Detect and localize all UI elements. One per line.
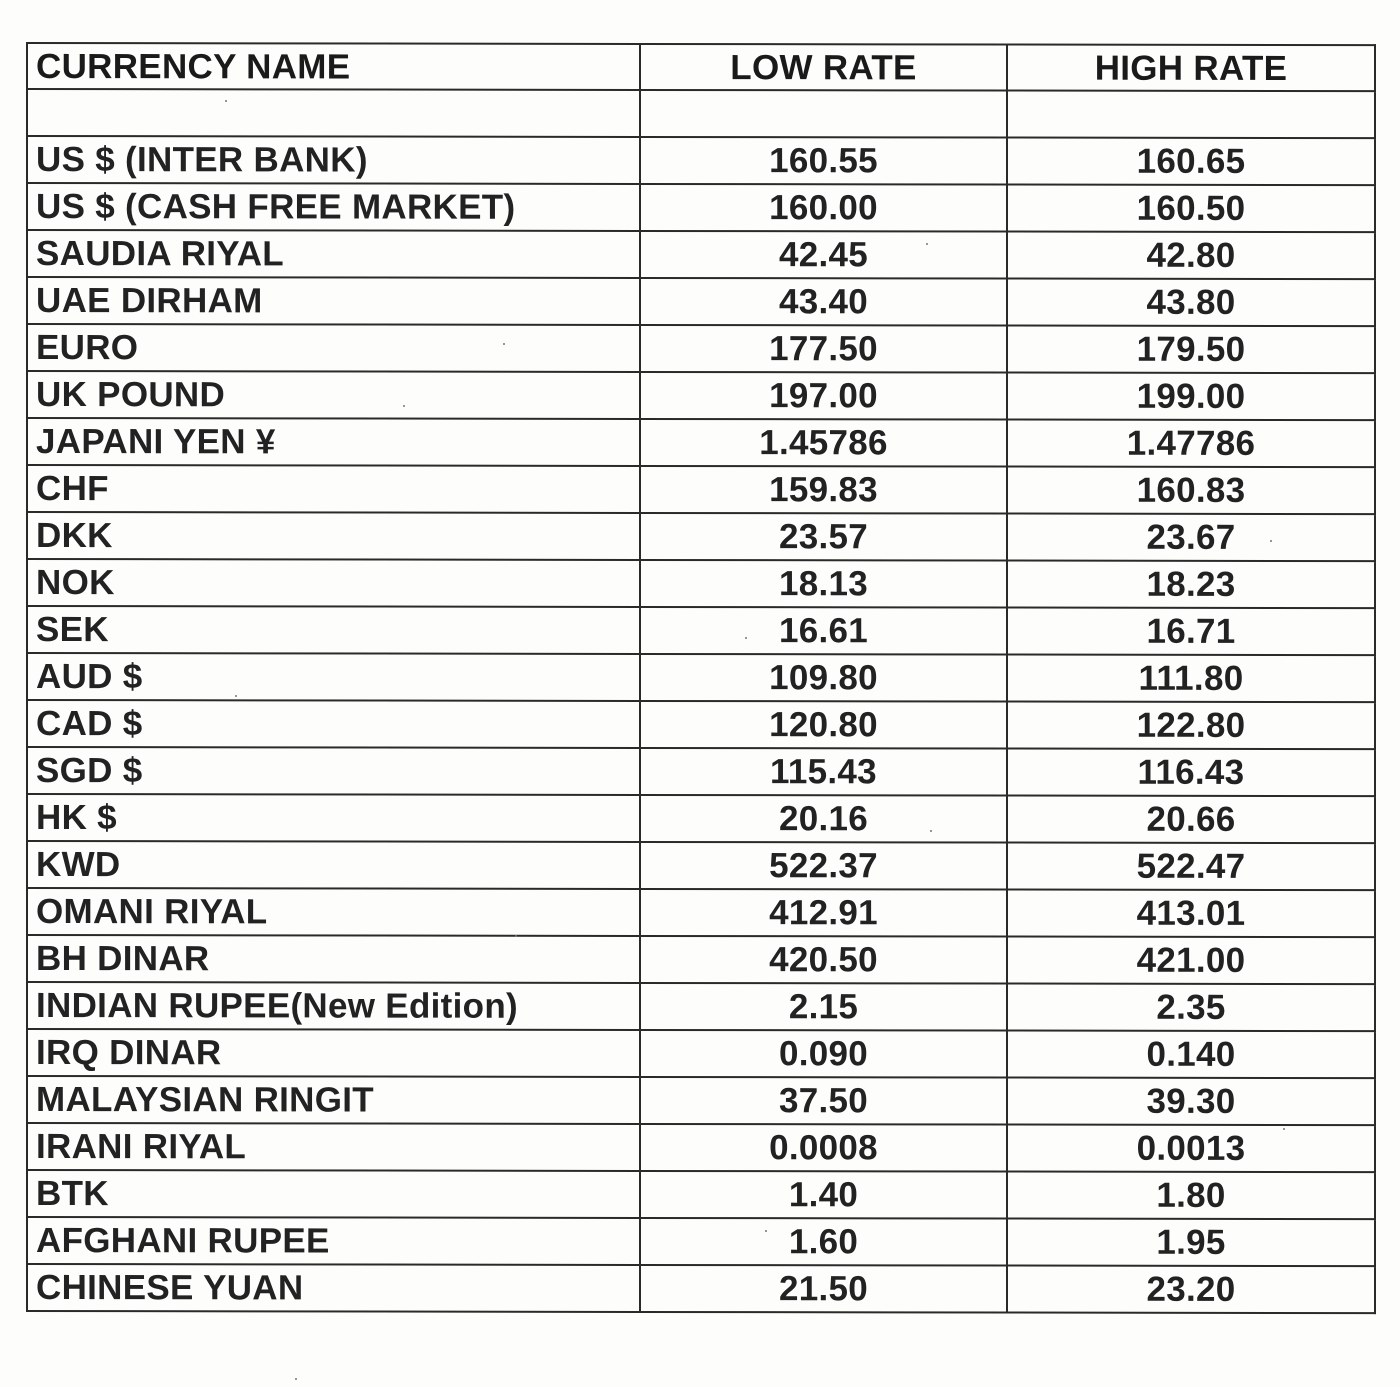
low-rate-cell: 2.15 — [640, 983, 1007, 1031]
table-row — [27, 982, 1375, 1031]
high-rate-cell: 111.80 — [1007, 655, 1375, 703]
high-rate-cell: 160.50 — [1007, 185, 1375, 233]
table-row — [27, 747, 1375, 796]
header-high-rate: HIGH RATE — [1007, 45, 1375, 92]
scan-speck — [926, 243, 928, 245]
scan-speck — [235, 695, 237, 697]
table-row — [27, 1076, 1375, 1125]
high-rate-cell: 413.01 — [1007, 890, 1375, 938]
high-rate-cell: 2.35 — [1007, 984, 1375, 1032]
low-rate-cell: 412.91 — [640, 889, 1007, 937]
table-row — [27, 418, 1375, 467]
currency-name-cell: SEK — [27, 606, 640, 654]
currency-name-cell: US $ (CASH FREE MARKET) — [27, 183, 640, 231]
low-rate-cell: 109.80 — [640, 654, 1007, 702]
low-rate-cell: 120.80 — [640, 701, 1007, 749]
table-row — [27, 324, 1375, 373]
currency-rates-table — [26, 42, 1376, 1314]
low-rate-cell: 160.00 — [640, 184, 1007, 232]
table-row — [27, 465, 1375, 514]
low-rate-cell: 18.13 — [640, 560, 1007, 608]
table-row — [27, 136, 1375, 185]
low-rate-cell: 0.090 — [640, 1030, 1007, 1078]
scan-speck — [503, 343, 505, 345]
currency-name-cell: CHF — [27, 465, 640, 513]
high-rate-cell: 160.65 — [1007, 138, 1375, 186]
high-rate-cell: 42.80 — [1007, 232, 1375, 280]
scan-speck — [1283, 1128, 1285, 1130]
low-rate-cell: 42.45 — [640, 231, 1007, 279]
currency-name-cell: NOK — [27, 559, 640, 607]
low-rate-cell: 1.60 — [640, 1218, 1007, 1266]
currency-name-cell: EURO — [27, 324, 640, 372]
currency-name-cell: KWD — [27, 841, 640, 889]
high-rate-cell: 1.95 — [1007, 1219, 1375, 1267]
table-row — [27, 1029, 1375, 1078]
header-row — [27, 43, 1375, 91]
table-header — [27, 43, 1375, 91]
high-rate-cell: 1.80 — [1007, 1172, 1375, 1220]
table-row — [27, 1170, 1375, 1219]
currency-name-cell: CHINESE YUAN — [27, 1264, 640, 1312]
blank-cell — [1007, 91, 1375, 139]
currency-name-cell: CAD $ — [27, 700, 640, 748]
currency-name-cell: AFGHANI RUPEE — [27, 1217, 640, 1265]
low-rate-cell: 115.43 — [640, 748, 1007, 796]
high-rate-cell: 23.67 — [1007, 514, 1375, 562]
header-low-rate: LOW RATE — [640, 44, 1007, 91]
high-rate-cell: 39.30 — [1007, 1078, 1375, 1126]
currency-name-cell: US $ (INTER BANK) — [27, 136, 640, 184]
scan-speck — [515, 935, 517, 937]
high-rate-cell: 16.71 — [1007, 608, 1375, 656]
high-rate-cell: 179.50 — [1007, 326, 1375, 374]
low-rate-cell: 1.45786 — [640, 419, 1007, 467]
scan-speck — [225, 100, 227, 102]
currency-name-cell: IRQ DINAR — [27, 1029, 640, 1077]
currency-name-cell: MALAYSIAN RINGIT — [27, 1076, 640, 1124]
currency-name-cell: AUD $ — [27, 653, 640, 701]
currency-name-cell: BTK — [27, 1170, 640, 1218]
table-row — [27, 1264, 1375, 1313]
scan-speck — [745, 637, 747, 639]
currency-name-cell: DKK — [27, 512, 640, 560]
high-rate-cell: 23.20 — [1007, 1266, 1375, 1314]
scan-speck — [1270, 540, 1272, 542]
table-row — [27, 1123, 1375, 1172]
currency-name-cell: HK $ — [27, 794, 640, 842]
table-row — [27, 888, 1375, 937]
low-rate-cell: 43.40 — [640, 278, 1007, 326]
blank-row — [27, 89, 1375, 138]
scan-speck — [930, 830, 932, 832]
header-currency-name: CURRENCY NAME — [27, 43, 640, 90]
scan-speck — [765, 1230, 767, 1232]
table-row — [27, 230, 1375, 279]
table-row — [27, 183, 1375, 232]
table-row — [27, 606, 1375, 655]
table-row — [27, 935, 1375, 984]
high-rate-cell: 522.47 — [1007, 843, 1375, 891]
low-rate-cell: 1.40 — [640, 1171, 1007, 1219]
low-rate-cell: 21.50 — [640, 1265, 1007, 1313]
low-rate-cell: 16.61 — [640, 607, 1007, 655]
blank-cell — [27, 89, 640, 137]
low-rate-cell: 159.83 — [640, 466, 1007, 514]
high-rate-cell: 199.00 — [1007, 373, 1375, 421]
currency-name-cell: UAE DIRHAM — [27, 277, 640, 325]
currency-name-cell: SAUDIA RIYAL — [27, 230, 640, 278]
scan-speck — [403, 405, 405, 407]
currency-name-cell: OMANI RIYAL — [27, 888, 640, 936]
currency-name-cell: JAPANI YEN ¥ — [27, 418, 640, 466]
high-rate-cell: 160.83 — [1007, 467, 1375, 515]
low-rate-cell: 197.00 — [640, 372, 1007, 420]
currency-name-cell: SGD $ — [27, 747, 640, 795]
high-rate-cell: 0.0013 — [1007, 1125, 1375, 1173]
low-rate-cell: 23.57 — [640, 513, 1007, 561]
table-row — [27, 277, 1375, 326]
currency-name-cell: IRANI RIYAL — [27, 1123, 640, 1171]
currency-name-cell: UK POUND — [27, 371, 640, 419]
table-row — [27, 512, 1375, 561]
low-rate-cell: 160.55 — [640, 137, 1007, 185]
high-rate-cell: 122.80 — [1007, 702, 1375, 750]
table-row — [27, 1217, 1375, 1266]
currency-name-cell: INDIAN RUPEE(New Edition) — [27, 982, 640, 1030]
high-rate-cell: 116.43 — [1007, 749, 1375, 797]
low-rate-cell: 37.50 — [640, 1077, 1007, 1125]
table-row — [27, 700, 1375, 749]
low-rate-cell: 20.16 — [640, 795, 1007, 843]
blank-cell — [640, 90, 1007, 138]
high-rate-cell: 1.47786 — [1007, 420, 1375, 468]
table-row — [27, 653, 1375, 702]
scan-speck — [295, 1378, 297, 1380]
table-body — [27, 89, 1375, 1313]
currency-name-cell: BH DINAR — [27, 935, 640, 983]
low-rate-cell: 522.37 — [640, 842, 1007, 890]
table-row — [27, 841, 1375, 890]
table-row — [27, 794, 1375, 843]
table-row — [27, 371, 1375, 420]
low-rate-cell: 177.50 — [640, 325, 1007, 373]
high-rate-cell: 18.23 — [1007, 561, 1375, 609]
low-rate-cell: 0.0008 — [640, 1124, 1007, 1172]
high-rate-cell: 43.80 — [1007, 279, 1375, 327]
high-rate-cell: 0.140 — [1007, 1031, 1375, 1079]
low-rate-cell: 420.50 — [640, 936, 1007, 984]
high-rate-cell: 20.66 — [1007, 796, 1375, 844]
table-row — [27, 559, 1375, 608]
high-rate-cell: 421.00 — [1007, 937, 1375, 985]
